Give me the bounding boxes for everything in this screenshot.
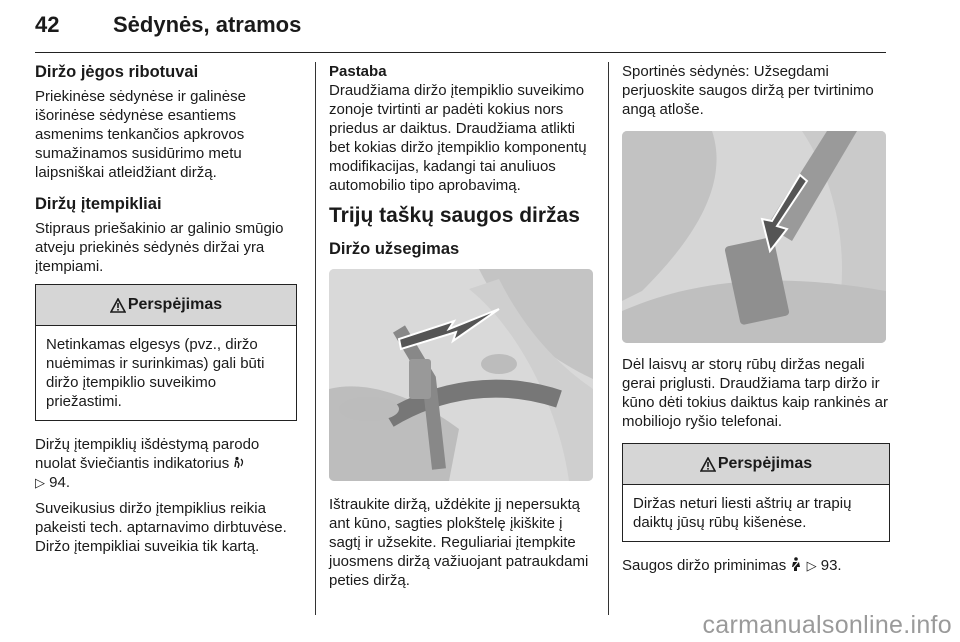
illustration-sport-seat-belt: [622, 131, 886, 343]
column-left: [35, 62, 297, 563]
heading-force-limiters: Diržo jėgos ribotuvai: [35, 63, 199, 81]
column-divider: [608, 62, 609, 615]
section-title: Sėdynės, atramos: [113, 12, 302, 37]
paragraph-triggered: Suveikusius diržo įtempiklius reikia pakeisti tech. aptarnavimo dirbtuvėse. Diržo įtempikliai suveikia tik kartą.: [35, 500, 287, 555]
page-number: 42: [35, 12, 60, 37]
warning-header: [623, 444, 889, 485]
warning-title: Perspėjimas: [717, 455, 813, 472]
warning-box: [35, 284, 297, 421]
page-reference-link[interactable]: 93.: [820, 557, 842, 574]
illustration-fastening-belt: [329, 269, 593, 481]
warning-text: Diržas neturi liesti aštrių ar trapių daiktų jūsų rūbų kišenėse.: [633, 495, 852, 531]
paragraph-reminder: Saugos diržo priminimas ▷ 93.: [622, 557, 842, 574]
note-title: Pastaba: [329, 63, 387, 80]
paragraph-indicator: Diržų įtempiklių išdėstymą parodo nuolat šviečiantis indikatorius ▷ 94.: [35, 436, 260, 491]
watermark: carmanualsonline.info: [702, 611, 952, 639]
column-divider: [315, 62, 316, 615]
paragraph-force-limiters: Priekinėse sėdynėse ir galinėse išorinėse sėdynėse esantiems asmenims tenkančios apkrovos sumažinamos susidūrimo metu laipsniškai atleidžiant diržą.: [35, 88, 246, 181]
warning-header: [36, 285, 296, 326]
page-reference-arrow-icon: ▷: [35, 475, 45, 490]
heading-fastening: Diržo užsegimas: [329, 240, 460, 258]
paragraph-fastening: Ištraukite diržą, uždėkite jį nepersuktą ant kūno, sagties plokštelę įkiškite į sagtį ir užsekite. Reguliariai įtempkite juosmens diržą važiuojant patraukdami peties diržą.: [329, 496, 589, 589]
page-header: [35, 6, 886, 53]
note-text: Draudžiama diržo įtempiklio suveikimo zonoje tvirtinti ar padėti kokius nors priedus ar daiktus. Draudžiama atlikti bet kokias diržo įtempiklio komponentų modifikacijas, kadangi tai anuliuos automobilio tipo aprobavimą.: [329, 82, 587, 194]
heading-three-point-belt: Trijų taškų saugos diržas: [329, 204, 580, 227]
paragraph-pretensioners: Stipraus priešakinio ar galinio smūgio atveju priekinės sėdynės diržai yra įtempiami.: [35, 220, 284, 275]
warning-title: Perspėjimas: [127, 296, 223, 313]
column-right: [622, 62, 890, 582]
page-reference-link[interactable]: 94.: [49, 474, 71, 491]
warning-box: [622, 443, 890, 542]
note: [329, 62, 593, 195]
airbag-indicator-icon: [233, 456, 246, 469]
seatbelt-reminder-icon: [790, 557, 802, 572]
warning-triangle-icon: [110, 298, 126, 313]
column-middle: [329, 62, 593, 597]
warning-text: Netinkamas elgesys (pvz., diržo nuėmimas ir surinkimas) gali būti diržo įtempiklio suveikimo priežastimi.: [46, 336, 265, 410]
paragraph-sport-seats: Sportinės sėdynės: Užsegdami perjuoskite saugos diržą per tvirtinimo angą atloše.: [622, 63, 874, 118]
page-reference-arrow-icon: ▷: [806, 558, 817, 573]
warning-triangle-icon: [700, 457, 716, 472]
heading-pretensioners: Diržų įtempikliai: [35, 195, 162, 213]
paragraph-clothing: Dėl laisvų ar storų rūbų diržas negali gerai priglusti. Draudžiama tarp diržo ir kūno dėti tokius daiktus kaip rankinės ar mobiliojo ryšio telefonai.: [622, 356, 888, 430]
